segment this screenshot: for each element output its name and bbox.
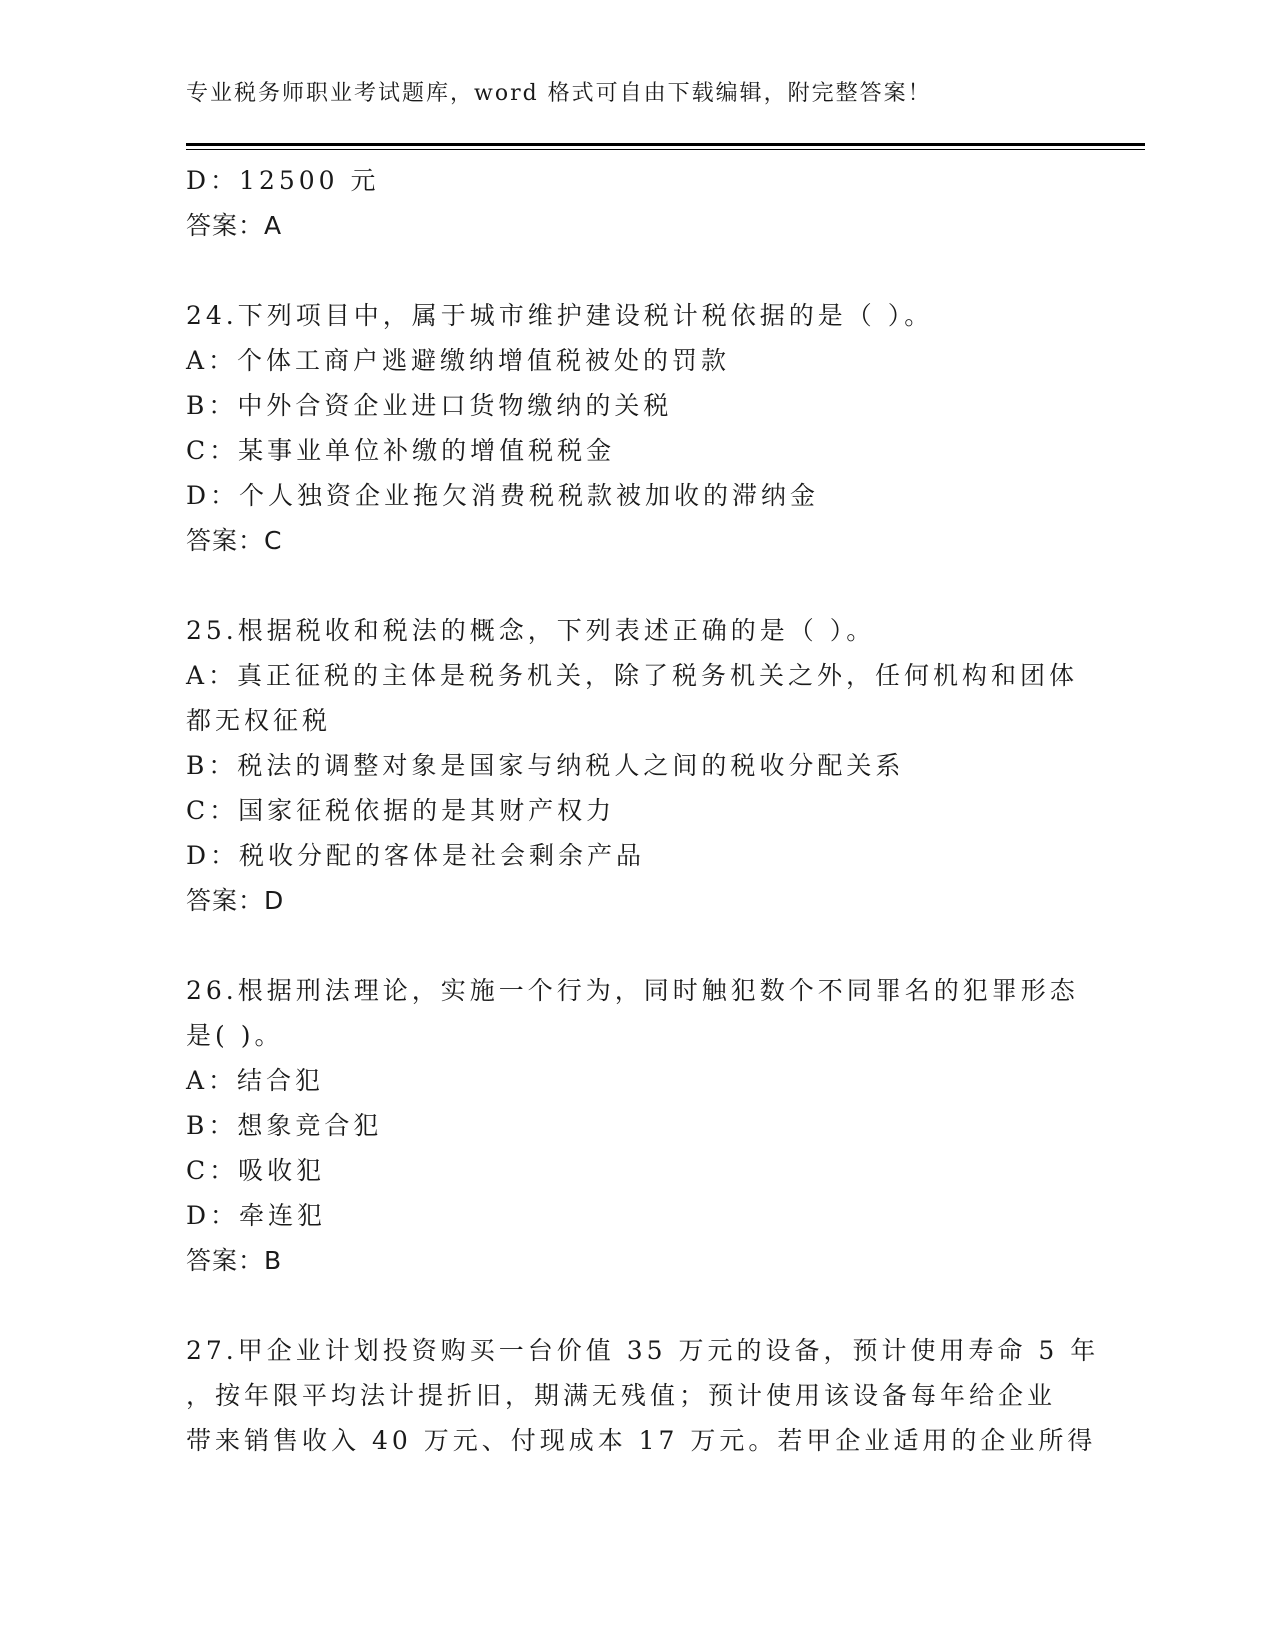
option-d: D：个人独资企业拖欠消费税税款被加收的滞纳金 — [186, 481, 820, 510]
spacer — [186, 923, 1086, 968]
question-26 — [186, 968, 1086, 1283]
page-header: 专业税务师职业考试题库，word 格式可自由下载编辑，附完整答案！ — [186, 81, 932, 106]
prev-option-d: D：12500 元 — [186, 166, 380, 195]
option-a: A：个体工商户逃避缴纳增值税被处的罚款 — [186, 346, 731, 375]
option-a: A：结合犯 — [186, 1066, 325, 1095]
option-a-continued: 都无权征税 — [186, 706, 332, 735]
spacer — [186, 1283, 1086, 1328]
option-d: D：税收分配的客体是社会剩余产品 — [186, 841, 646, 870]
option-b: B：税法的调整对象是国家与纳税人之间的税收分配关系 — [186, 751, 905, 780]
question-stem: 26.根据刑法理论，实施一个行为，同时触犯数个不同罪名的犯罪形态 — [186, 976, 1079, 1005]
option-a: A：真正征税的主体是税务机关，除了税务机关之外，任何机构和团体 — [186, 661, 1079, 690]
answer-line: 答案：B — [186, 1246, 283, 1275]
option-c: C：某事业单位补缴的增值税税金 — [186, 436, 616, 465]
question-24 — [186, 293, 1086, 563]
question-content — [186, 158, 1100, 1463]
question-stem: 24.下列项目中，属于城市维护建设税计税依据的是（ ）。 — [186, 301, 934, 330]
option-b: B：想象竞合犯 — [186, 1111, 383, 1140]
option-b: B：中外合资企业进口货物缴纳的关税 — [186, 391, 673, 420]
question-stem: 27.甲企业计划投资购买一台价值 35 万元的设备，预计使用寿命 5 年 — [186, 1336, 1100, 1365]
option-c: C：吸收犯 — [186, 1156, 326, 1185]
question-stem-continued: ，按年限平均法计提折旧，期满无残值；预计使用该设备每年给企业 — [186, 1381, 1057, 1410]
option-c: C：国家征税依据的是其财产权力 — [186, 796, 616, 825]
question-stem-continued: 是( )。 — [186, 1021, 284, 1050]
question-25 — [186, 608, 1086, 923]
spacer — [186, 248, 1086, 293]
question-stem-continued: 带来销售收入 40 万元、付现成本 17 万元。若甲企业适用的企业所得 — [186, 1426, 1097, 1455]
prev-answer: 答案：A — [186, 211, 283, 240]
question-27 — [186, 1328, 1100, 1463]
answer-line: 答案：D — [186, 886, 285, 915]
spacer — [186, 563, 1086, 608]
header-rule-thick — [186, 143, 1145, 146]
header-rule-thin — [186, 149, 1145, 150]
answer-line: 答案：C — [186, 526, 283, 555]
question-stem: 25.根据税收和税法的概念，下列表述正确的是（ ）。 — [186, 616, 876, 645]
option-d: D：牵连犯 — [186, 1201, 327, 1230]
